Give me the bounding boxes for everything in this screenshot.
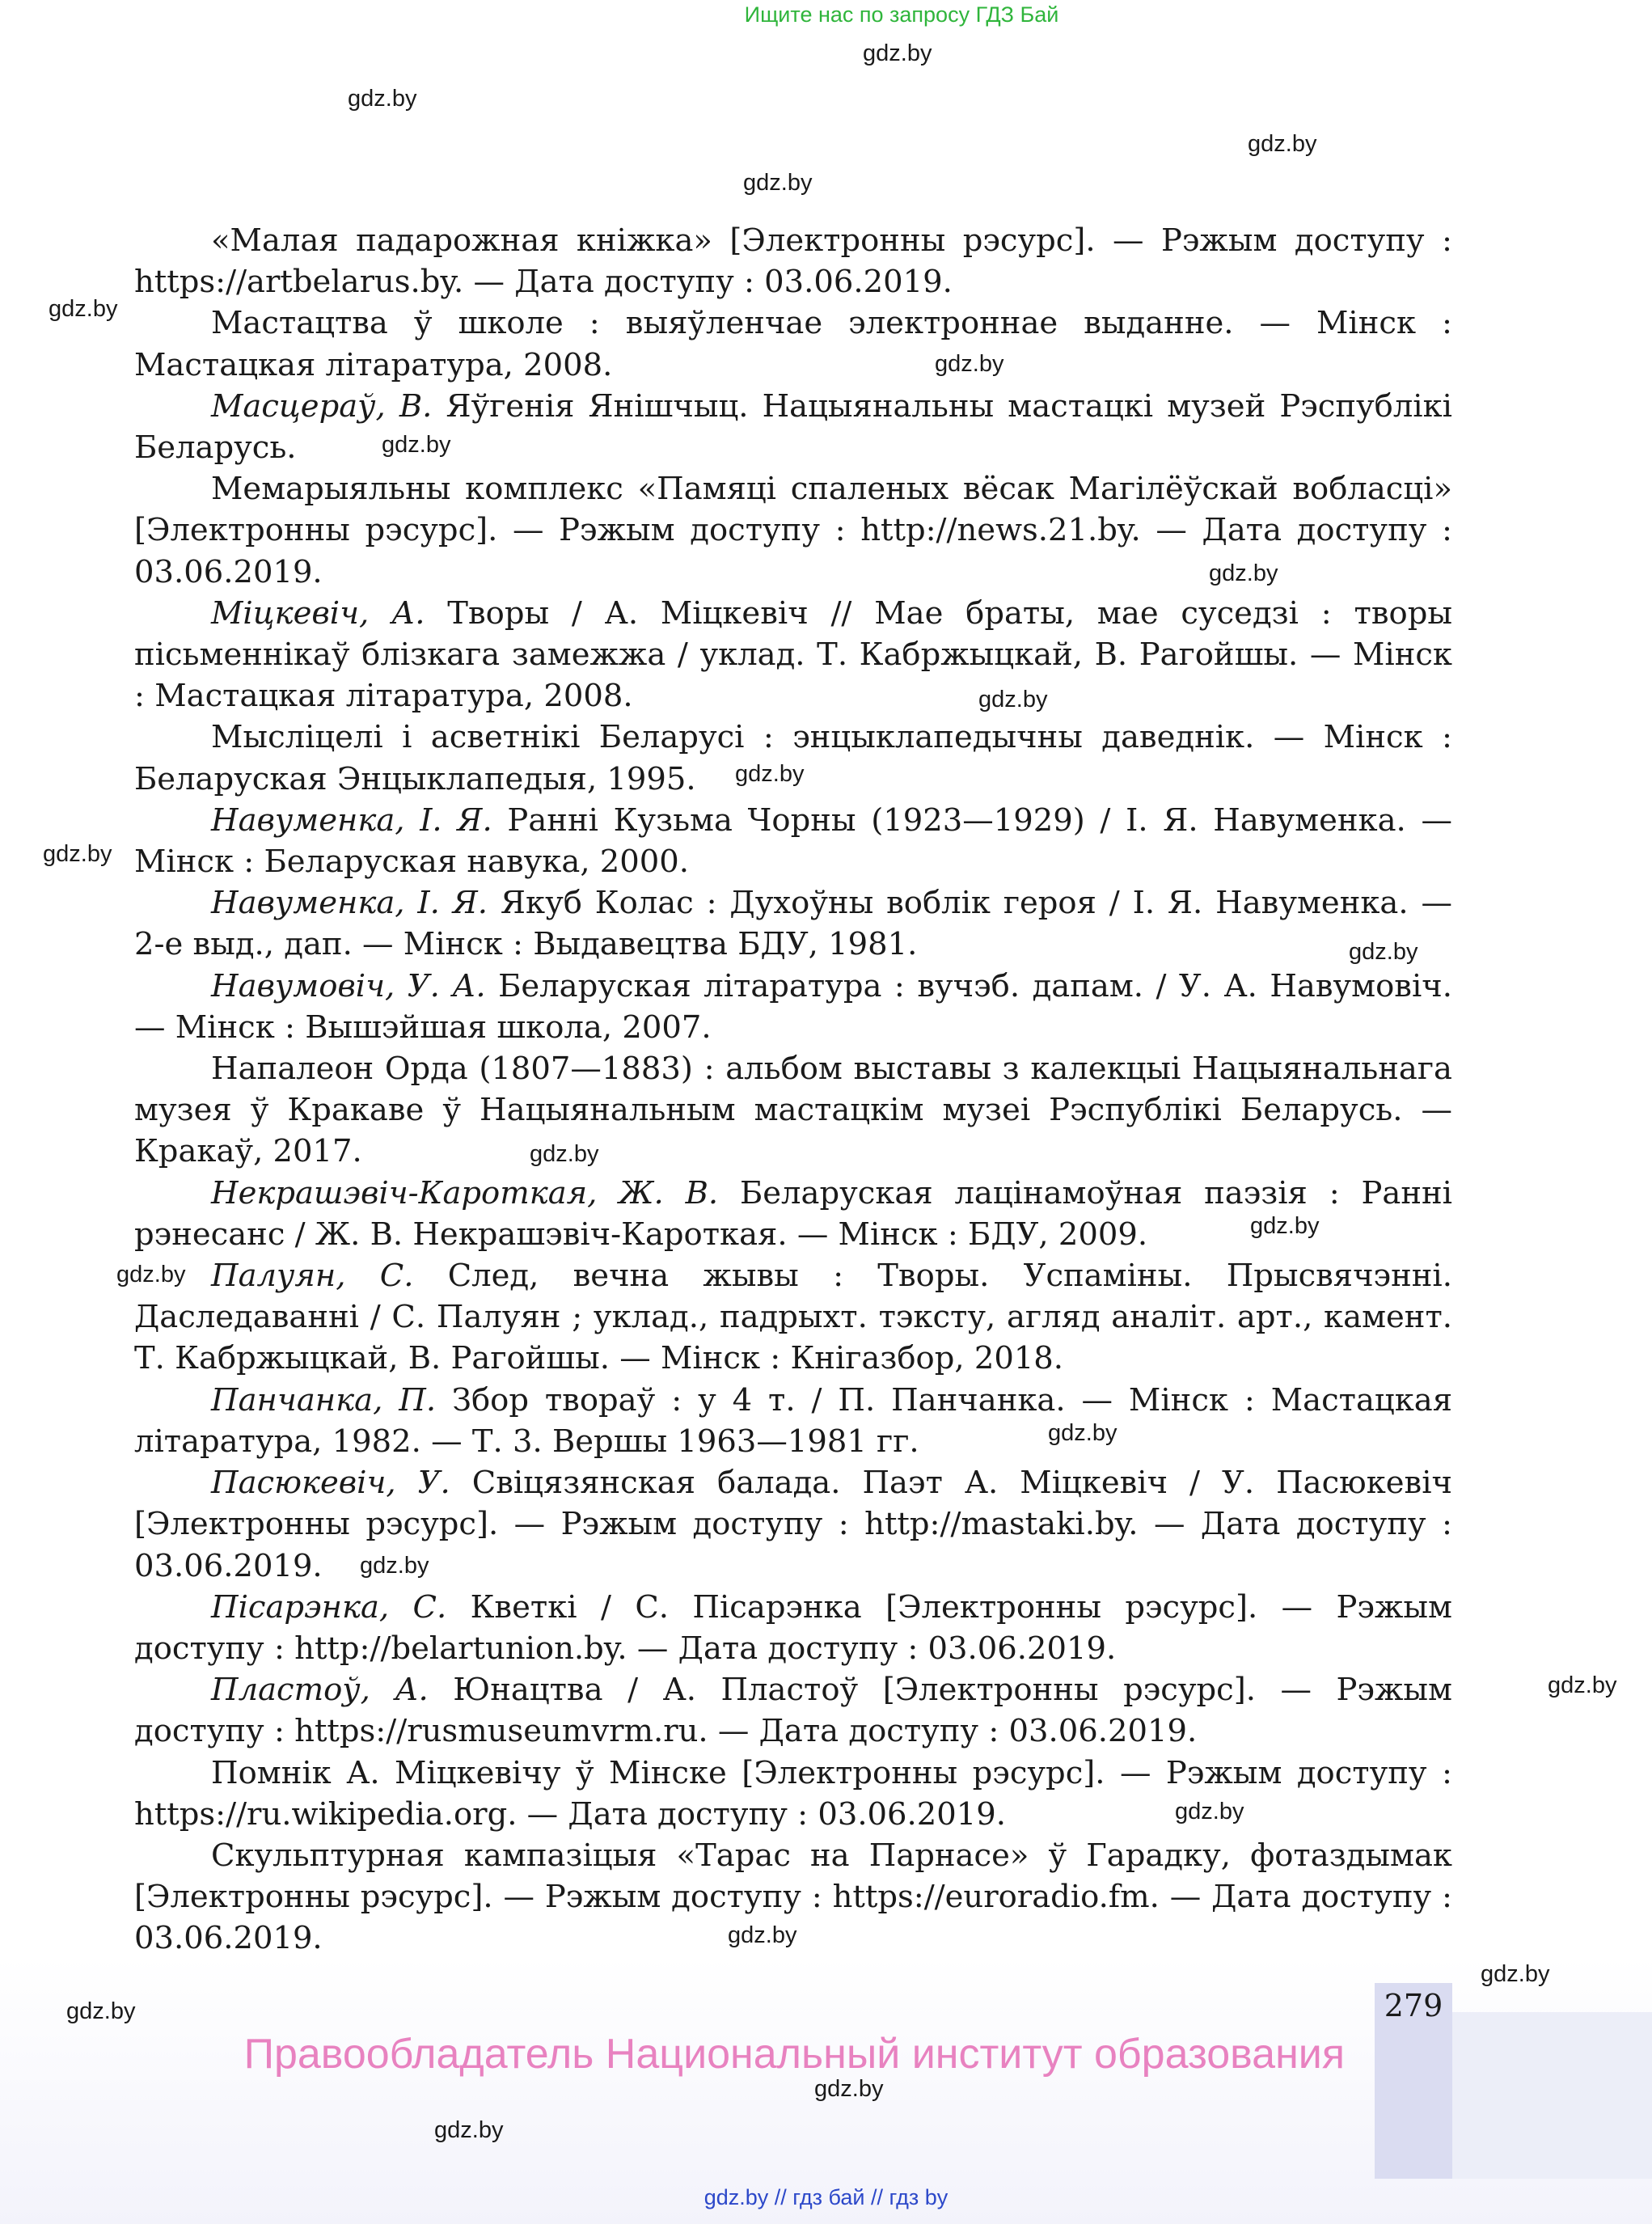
bibliography-entry: [134, 1587, 1452, 1669]
bibliography-list: [134, 220, 1452, 1960]
entry-author: Навумовіч, У. А.: [211, 967, 486, 1004]
watermark: gdz.by: [1248, 131, 1317, 157]
entry-author: Палуян, С.: [211, 1258, 414, 1295]
bibliography-entry: [134, 1173, 1452, 1255]
watermark: gdz.by: [1349, 939, 1418, 965]
entry-text: Беларуская літаратура : вучэб. дапам. / У. А. Навумовіч. — Мінск : Вышэйшая школа, 2007.: [134, 967, 1452, 1046]
top-banner: Ищите нас по запросу ГДЗ Бай: [744, 2, 1059, 27]
watermark: gdz.by: [434, 2117, 504, 2143]
bibliography-entry: [134, 1835, 1452, 1960]
watermark: gdz.by: [978, 687, 1048, 712]
bibliography-entry: [134, 1048, 1452, 1173]
watermark: gdz.by: [382, 432, 451, 458]
bibliography-entry: [134, 717, 1452, 799]
entry-text: Мастацтва ў школе : выяўленчае электроннае выданне. — Мінск : Мастацкая літаратура, 2008.: [134, 305, 1452, 383]
entry-text: Яўгенія Янішчыц. Нацыянальны мастацкі музей Рэспублікі Беларусь.: [134, 387, 1452, 467]
entry-author: Пластоў, А.: [211, 1672, 429, 1709]
bibliography-entry: [134, 468, 1452, 593]
bibliography-entry: [134, 220, 1452, 302]
watermark: gdz.by: [735, 761, 805, 787]
copyright-notice: Правообладатель Национальный институт образования: [243, 2031, 1345, 2078]
entry-author: Пасюкевіч, У.: [211, 1465, 450, 1502]
watermark: gdz.by: [743, 170, 813, 196]
entry-text: След, вечна жывы : Творы. Успаміны. Прысвячэнні. Даследаванні / С. Палуян ; уклад., падрыхт. тэксту, агляд аналіт. арт., камент. Т. Кабржыцкай, В. Рагойшы. — Мінск : Кнігазбор, 2018.: [134, 1258, 1452, 1377]
bibliography-entry: [134, 386, 1452, 468]
entry-text: Помнік А. Міцкевічу ў Мінске [Электронны рэсурс]. — Рэжым доступу : https://ru.wikipedia.org. — Дата доступу : 03.06.2019.: [134, 1754, 1452, 1833]
entry-text: Напалеон Орда (1807—1883) : альбом выставы з калекцыі Нацыянальнага музея ў Кракаве ў Нацыянальным мастацкім музеі Рэспублікі Беларусь. — Кракаў, 2017.: [134, 1051, 1452, 1170]
watermark: gdz.by: [49, 296, 118, 322]
watermark: gdz.by: [814, 2076, 884, 2102]
watermark: gdz.by: [935, 351, 1004, 377]
entry-text: Юнацтва / А. Пластоў [Электронны рэсурс]. — Рэжым доступу : https://rusmuseumvrm.ru. — Дата доступу : 03.06.2019.: [134, 1672, 1452, 1750]
bibliography-entry: [134, 1669, 1452, 1752]
entry-text: Мемарыяльны комплекс «Памяці спаленых вёсак Магілёўскай вобласці» [Электронны рэсурс]. — Рэжым доступу : http://news.21.by. — Дата доступу : 03.06.2019.: [134, 471, 1452, 590]
bibliography-entry: [134, 1380, 1452, 1462]
entry-author: Навуменка, I. Я.: [211, 885, 488, 922]
watermark: gdz.by: [348, 86, 417, 112]
entry-text: «Малая падарожная кніжка» [Электронны рэсурс]. — Рэжым доступу : https://artbelarus.by. — Дата доступу : 03.06.2019.: [134, 222, 1452, 301]
page-number: 279: [1384, 1988, 1443, 2023]
entry-author: Навуменка, I. Я.: [211, 801, 492, 839]
bibliography-entry: [134, 1753, 1452, 1835]
entry-text: Свіцязянская балада. Паэт А. Міцкевіч / У. Пасюкевіч [Электронны рэсурс]. — Рэжым доступу : http://mastaki.by. — Дата доступу : 03.06.2019.: [134, 1465, 1452, 1584]
entry-text: Ранні Кузьма Чорны (1923—1929) / I. Я. Навуменка. — Мінск : Беларуская навука, 2000.: [134, 801, 1453, 881]
watermark: gdz.by: [530, 1141, 599, 1167]
bibliography-entry: [134, 800, 1452, 882]
entry-author: Пісарэнка, С.: [211, 1588, 447, 1626]
watermark: gdz.by: [863, 40, 932, 66]
entry-author: Некрашэвіч-Кароткая, Ж. В.: [211, 1174, 719, 1211]
bibliography-entry: [134, 302, 1452, 385]
footer-links[interactable]: gdz.by // гдз бай // гдз by: [703, 2185, 949, 2209]
entry-text: Творы / А. Міцкевіч // Мае браты, мае суседзі : творы пісьменнікаў блізкага замежжа / уклад. Т. Кабржыцкай, В. Рагойшы. — Мінск : Мастацкая літаратура, 2008.: [134, 594, 1452, 715]
watermark: gdz.by: [1250, 1213, 1320, 1239]
entry-text: Мысліцелі і асветнікі Беларусі : энцыклапедычны даведнік. — Мінск : Беларуская Энцыклапедыя, 1995.: [134, 719, 1452, 797]
entry-author: Панчанка, П.: [211, 1381, 437, 1419]
watermark: gdz.by: [116, 1262, 186, 1287]
bibliography-entry: [134, 1462, 1452, 1587]
entry-text: Скульптурная кампазіцыя «Тарас на Парнасе» ў Гарадку, фотаздымак [Электронны рэсурс]. — Рэжым доступу : https://euroradio.fm. — Дата доступу : 03.06.2019.: [134, 1837, 1452, 1957]
watermark: gdz.by: [728, 1922, 797, 1948]
entry-text: Беларуская лацінамоўная паэзія : Ранні рэнесанс / Ж. В. Некрашэвіч-Кароткая. — Мінск : БДУ, 2009.: [134, 1174, 1452, 1253]
entry-text: Збор твораў : у 4 т. / П. Панчанка. — Мінск : Мастацкая літаратура, 1982. — Т. 3. Вершы 1963—1981 гг.: [134, 1381, 1452, 1460]
watermark: gdz.by: [43, 841, 112, 867]
watermark: gdz.by: [1175, 1799, 1244, 1824]
bibliography-entry: [134, 882, 1452, 965]
watermark: gdz.by: [1209, 560, 1278, 586]
bibliography-entry: [134, 1255, 1452, 1380]
entry-author: Міцкевіч, А.: [211, 594, 425, 632]
entry-text: Якуб Колас : Духоўны воблік героя / I. Я. Навуменка. — 2-е выд., дап. — Мінск : Выдавецтва БДУ, 1981.: [134, 885, 1452, 963]
watermark: gdz.by: [1048, 1420, 1118, 1446]
watermark: gdz.by: [1548, 1672, 1617, 1698]
watermark: gdz.by: [360, 1553, 429, 1579]
watermark: gdz.by: [1481, 1961, 1550, 1987]
bibliography-entry: [134, 966, 1452, 1048]
entry-author: Масцераў, В.: [211, 387, 433, 425]
entry-text: Кветкі / С. Пісарэнка [Электронны рэсурс]. — Рэжым доступу : http://belartunion.by. — Дата доступу : 03.06.2019.: [134, 1588, 1452, 1667]
bibliography-entry: [134, 593, 1452, 717]
watermark: gdz.by: [66, 1998, 136, 2024]
